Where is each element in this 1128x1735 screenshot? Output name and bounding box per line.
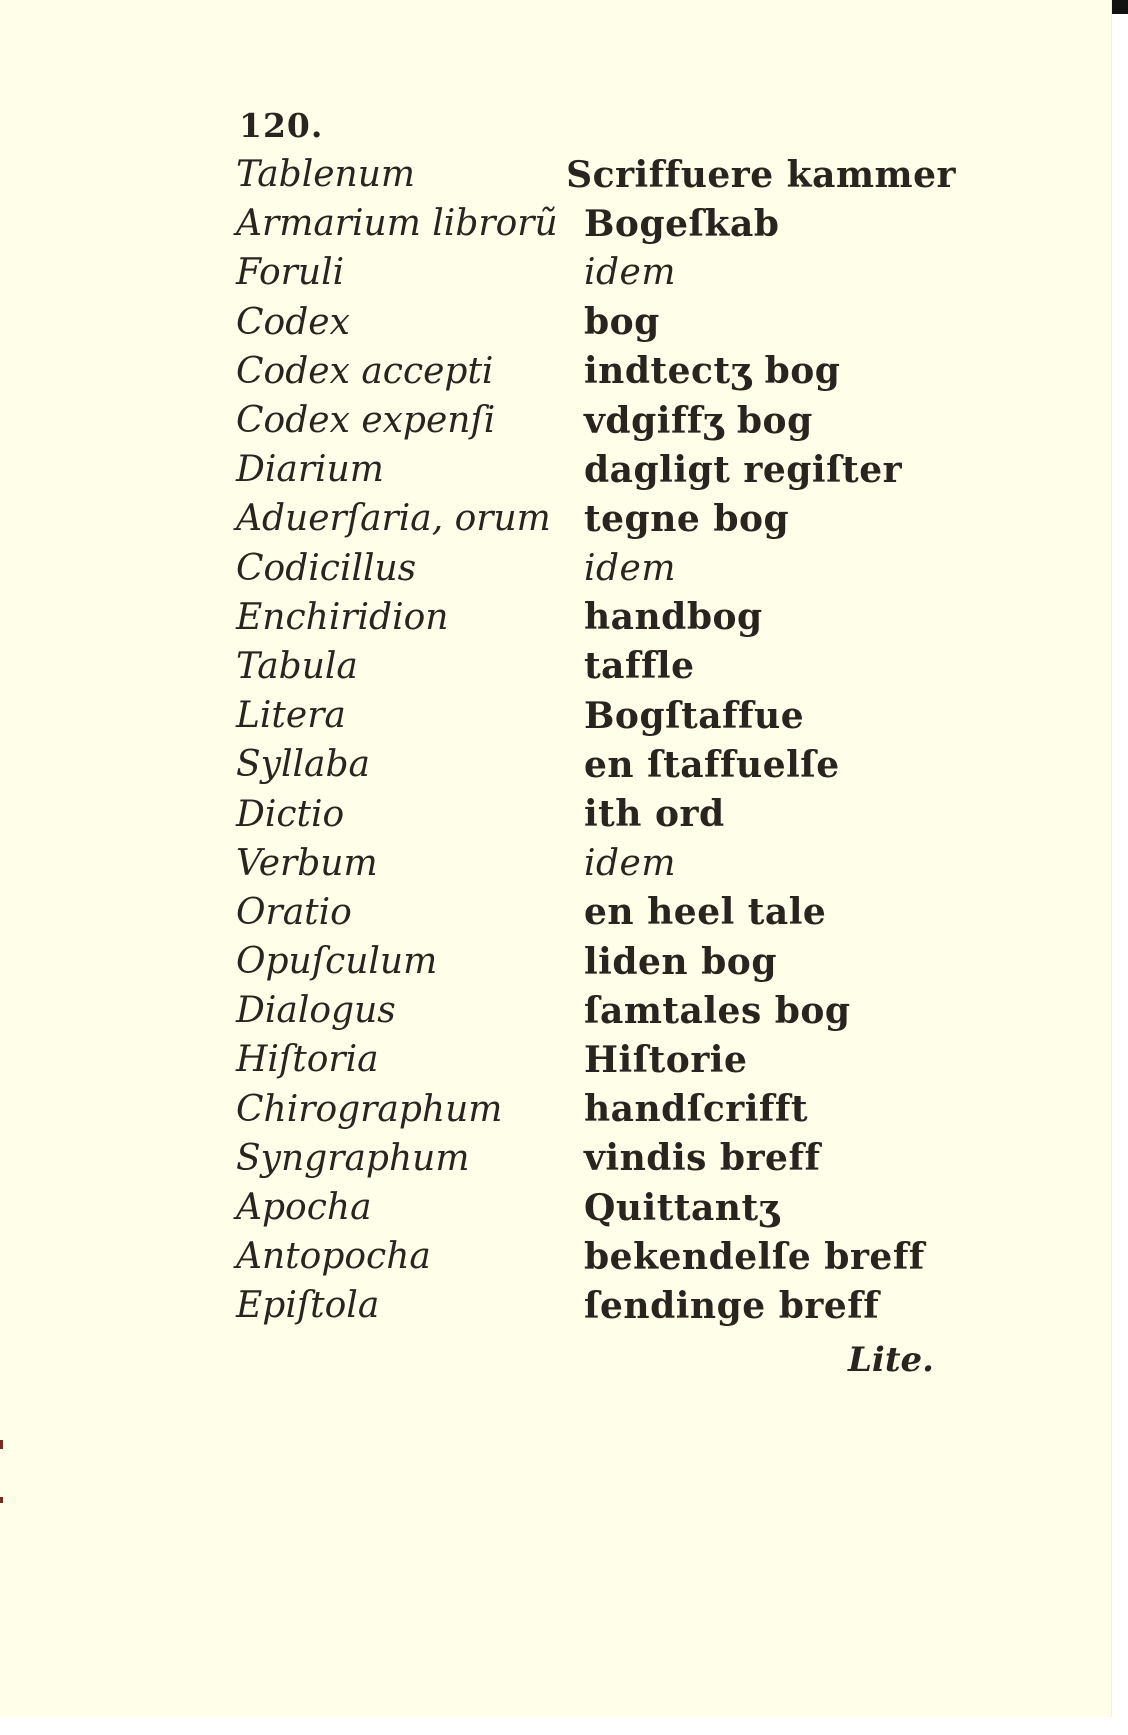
latin-term: Hiſtoria — [236, 1039, 379, 1081]
latin-term: Apocha — [236, 1187, 372, 1229]
glossary-row — [236, 494, 956, 543]
danish-translation: en heel tale — [584, 891, 827, 934]
glossary-row — [236, 1281, 956, 1330]
latin-term: Enchiridion — [236, 596, 449, 638]
danish-translation: indtectʒ bog — [584, 350, 841, 393]
danish-translation: Bogſtaffue — [584, 694, 805, 737]
latin-term: Codex expenſi — [236, 400, 496, 442]
glossary-row — [236, 248, 956, 297]
danish-translation: liden bog — [584, 940, 777, 983]
danish-translation: taffle — [584, 645, 695, 688]
glossary-row — [236, 839, 956, 888]
danish-translation: dagligt regiſter — [584, 448, 903, 491]
glossary-list — [236, 150, 956, 1331]
latin-term: Opuſculum — [236, 941, 438, 983]
latin-term: Epiſtola — [236, 1285, 380, 1327]
glossary-row — [236, 1134, 956, 1183]
danish-translation: bog — [584, 301, 660, 344]
glossary-row — [236, 298, 956, 347]
latin-term: Tablenum — [236, 154, 416, 196]
danish-translation: vdgiffʒ bog — [584, 399, 813, 442]
glossary-row — [236, 691, 956, 740]
glossary-row — [236, 445, 956, 494]
page-bottom-margin — [0, 1717, 1128, 1735]
glossary-row — [236, 544, 956, 593]
latin-term: Aduerſaria, orum — [236, 498, 551, 540]
glossary-row — [236, 396, 956, 445]
latin-term: Dialogus — [236, 990, 396, 1032]
glossary-row — [236, 1085, 956, 1134]
glossary-row — [236, 1183, 956, 1232]
danish-translation: ith ord — [584, 793, 725, 836]
danish-translation: Scriffuere kammer — [566, 153, 956, 196]
glossary-row — [236, 937, 956, 986]
latin-term: Codex accepti — [236, 350, 494, 392]
scan-corner-mark — [1112, 0, 1128, 14]
glossary-row — [236, 789, 956, 838]
danish-translation: ſendinge breff — [584, 1284, 880, 1327]
danish-translation: vindis breff — [584, 1137, 821, 1180]
glossary-row — [236, 642, 956, 691]
glossary-row — [236, 1232, 956, 1281]
latin-term: Armarium librorũ — [236, 203, 558, 245]
glossary-row — [236, 888, 956, 937]
danish-translation: en ſtaffuelſe — [584, 743, 840, 786]
danish-translation: ſamtales bog — [584, 989, 851, 1032]
glossary-row — [236, 199, 956, 248]
latin-term: Dictio — [236, 793, 345, 835]
danish-translation: handſcrifft — [584, 1088, 808, 1131]
latin-term: Foruli — [236, 252, 345, 294]
danish-translation: idem — [584, 252, 676, 294]
glossary-row — [236, 1035, 956, 1084]
glossary-row — [236, 150, 956, 199]
glossary-row — [236, 593, 956, 642]
danish-translation: tegne bog — [584, 497, 790, 540]
catchword: Lite. — [848, 1340, 934, 1380]
latin-term: Syngraphum — [236, 1137, 470, 1179]
glossary-row — [236, 347, 956, 396]
scan-speck — [0, 1497, 3, 1503]
danish-translation: Quittantʒ — [584, 1186, 780, 1229]
danish-translation: bekendelſe breff — [584, 1235, 925, 1278]
latin-term: Litera — [236, 695, 346, 737]
latin-term: Antopocha — [236, 1236, 431, 1278]
latin-term: Chirographum — [236, 1088, 503, 1130]
latin-term: Codicillus — [236, 547, 417, 589]
scan-speck — [0, 1440, 3, 1449]
danish-translation: Bogeſkab — [584, 202, 780, 245]
glossary-row — [236, 986, 956, 1035]
latin-term: Oratio — [236, 891, 352, 933]
latin-term: Syllaba — [236, 744, 370, 786]
danish-translation: handbog — [584, 596, 763, 639]
glossary-row — [236, 740, 956, 789]
page-right-margin — [1111, 0, 1128, 1735]
page-number: 120. — [239, 106, 324, 145]
danish-translation: Hiſtorie — [584, 1038, 748, 1081]
latin-term: Verbum — [236, 842, 378, 884]
latin-term: Tabula — [236, 645, 358, 687]
danish-translation: idem — [584, 842, 676, 884]
latin-term: Diarium — [236, 449, 384, 491]
danish-translation: idem — [584, 547, 676, 589]
latin-term: Codex — [236, 301, 350, 343]
